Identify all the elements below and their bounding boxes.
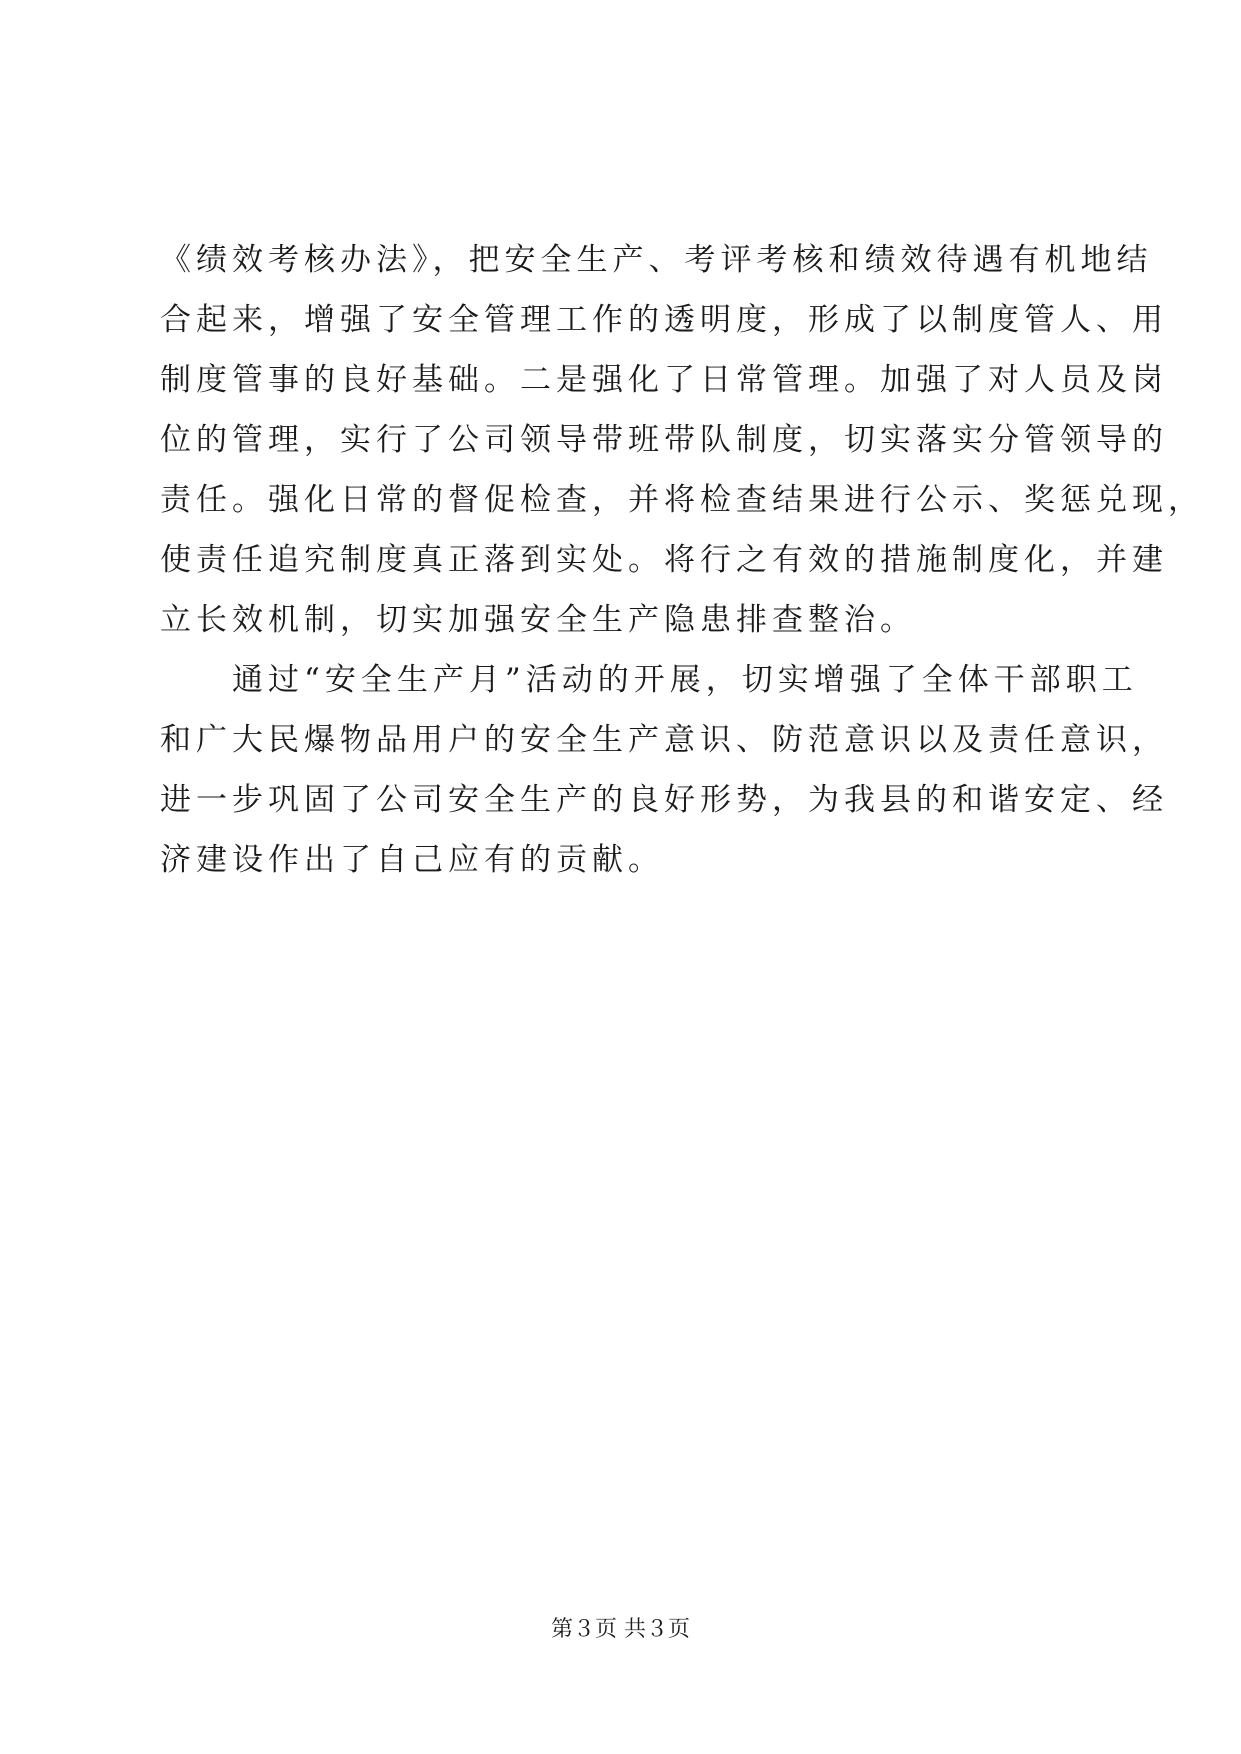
paragraph-first-line: 通过“安全生产月”活动的开展，切实增强了全体干部职工 — [232, 662, 1138, 698]
text-line: 和广大民爆物品用户的安全生产意识、防范意识以及责任意识， — [160, 722, 1168, 758]
text-line: 立长效机制，切实加强安全生产隐患排查整治。 — [160, 602, 916, 638]
document-body — [160, 230, 1204, 890]
text-line: 使责任追究制度真正落到实处。将行之有效的措施制度化，并建 — [160, 542, 1168, 578]
text-line: 位的管理，实行了公司领导带班带队制度，切实落实分管领导的 — [160, 422, 1168, 458]
text-line: 责任。强化日常的督促检查，并将检查结果进行公示、奖惩兑现， — [160, 482, 1204, 518]
text-line: 进一步巩固了公司安全生产的良好形势，为我县的和谐安定、经 — [160, 782, 1168, 818]
page-number-footer: 第３页 共３页 — [551, 1617, 690, 1642]
text-line: 制度管事的良好基础。二是强化了日常管理。加强了对人员及岗 — [160, 362, 1168, 398]
text-line: 济建设作出了自己应有的贡献。 — [160, 842, 664, 878]
text-line: 合起来，增强了安全管理工作的透明度，形成了以制度管人、用 — [160, 302, 1168, 338]
text-line: 《绩效考核办法》，把安全生产、考评考核和绩效待遇有机地结 — [160, 242, 1153, 278]
